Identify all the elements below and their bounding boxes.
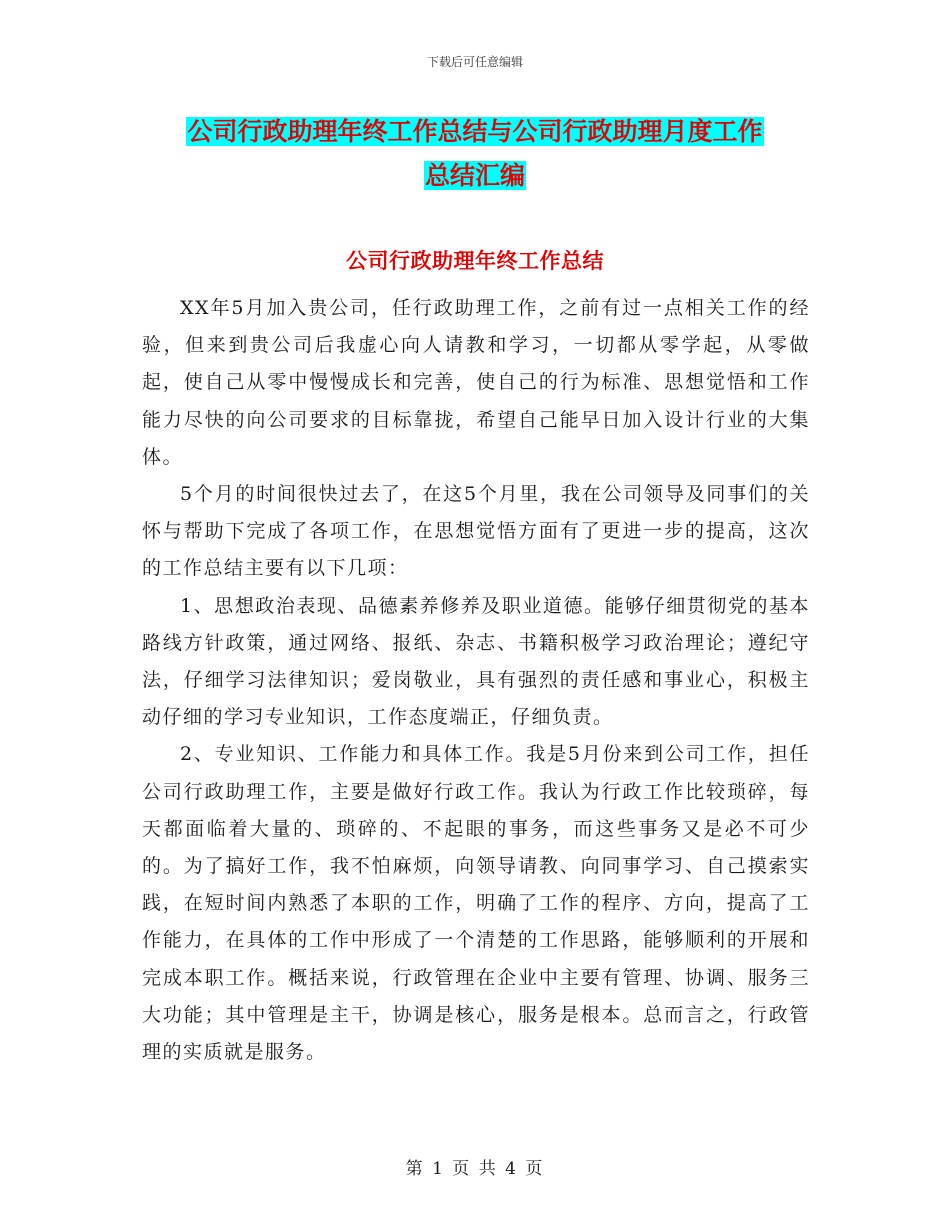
paragraph: XX年5月加入贵公司，任行政助理工作，之前有过一点相关工作的经验，但来到贵公司后我虚心向人请教和学习，一切都从零学起，从零做起，使自己从零中慢慢成长和完善，使自己的行为标准、思想觉悟和工作能力尽快的向公司要求的目标靠拢，希望自己能早日加入设计行业的大集体。: [142, 297, 810, 468]
page-header-note: 下载后可任意编辑: [426, 55, 523, 69]
page-number-footer: 第 1 页 共 4 页: [405, 1159, 545, 1179]
document-title: [0, 110, 950, 198]
paragraph: 2、专业知识、工作能力和具体工作。我是5月份来到公司工作，担任公司行政助理工作，主要是做好行政工作。我认为行政工作比较琐碎，每天都面临着大量的、琐碎的、不起眼的事务，而这些事务又是必不可少的。为了搞好工作，我不怕麻烦，向领导请教、向同事学习、自己摸索实践，在短时间内熟悉了本职的工作，明确了工作的程序、方向，提高了工作能力，在具体的工作中形成了一个清楚的工作思路，能够顺利的开展和完成本职工作。概括来说，行政管理在企业中主要有管理、协调、服务三大功能；其中管理是主干，协调是核心，服务是根本。总而言之，行政管理的实质就是服务。: [142, 743, 810, 1064]
title-highlight-1: 公司行政助理年终工作总结与公司行政助理月度工作: [187, 117, 763, 146]
title-highlight-2: 总结汇编: [424, 161, 525, 190]
paragraph: 5个月的时间很快过去了，在这5个月里，我在公司领导及同事们的关怀与帮助下完成了各项工作，在思想觉悟方面有了更进一步的提高，这次的工作总结主要有以下几项：: [142, 483, 810, 580]
section-title: 公司行政助理年终工作总结: [346, 249, 604, 273]
paragraph: 1、思想政治表现、品德素养修养及职业道德。能够仔细贯彻党的基本路线方针政策，通过网络、报纸、杂志、书籍积极学习政治理论；遵纪守法，仔细学习法律知识；爱岗敬业，具有强烈的责任感和事业心，积极主动仔细的学习专业知识，工作态度端正，仔细负责。: [142, 594, 810, 729]
document-title-line-1: [0, 110, 950, 154]
document-body: [142, 290, 810, 1071]
document-title-line-2: [0, 154, 950, 198]
